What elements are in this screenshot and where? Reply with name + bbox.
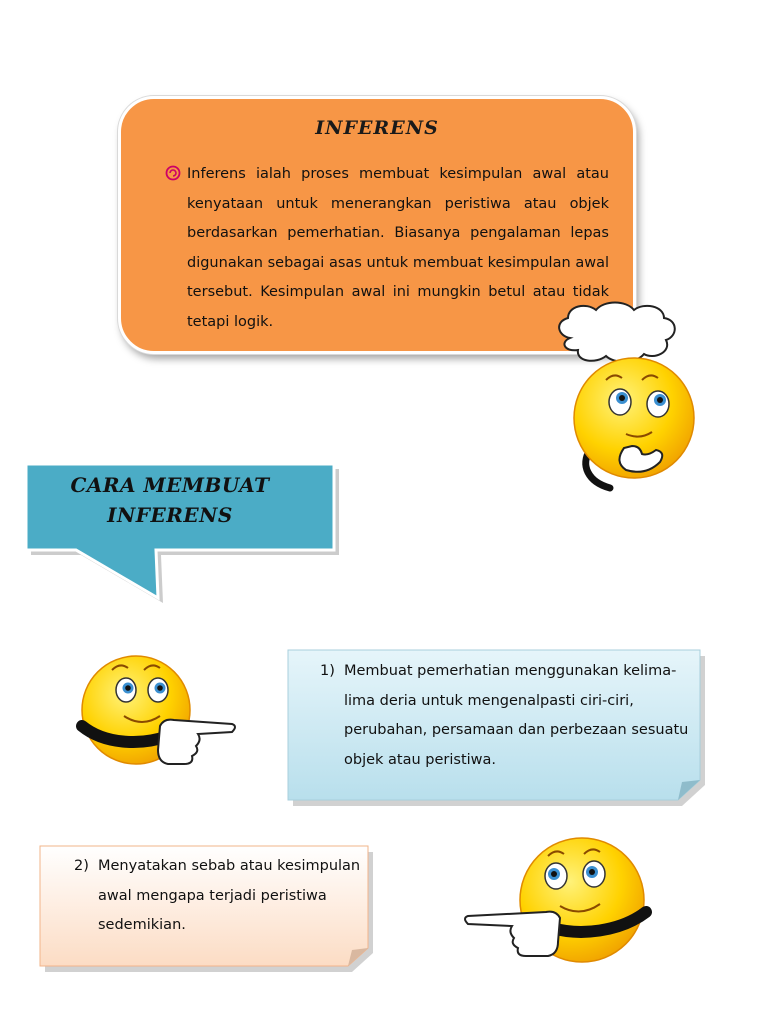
heading-callout	[40, 470, 300, 530]
step1-item	[320, 657, 700, 775]
heading-line1: CARA MEMBUAT	[70, 473, 270, 497]
pointing-left-smiley-icon	[460, 832, 660, 968]
step2-text: Menyatakan sebab atau kesimpulan awal mengapa terjadi peristiwa sedemikian.	[98, 858, 361, 933]
step1-text: Membuat pemerhatian menggunakan kelima-lima deria untuk mengenalpasti ciri-ciri, perubahan, persamaan dan perbezaan sesuatu objek atau peristiwa.	[344, 663, 689, 768]
step1-number: 1)	[320, 663, 335, 679]
heading-line2: INFERENS	[107, 503, 233, 527]
step2-item	[74, 852, 364, 941]
definition-text: Inferens ialah proses membuat kesimpulan awal atau kenyataan untuk menerangkan peristiwa atau objek berdasarkan pemerhatian. Biasanya pengalaman lepas digunakan sebagai asas untuk membuat kesimpulan awal tersebut. Kesimpulan awal ini mungkin betul atau tidak tetapi logik.	[187, 166, 609, 330]
spiral-bullet-icon	[165, 165, 181, 181]
thinking-smiley-icon	[540, 300, 710, 500]
pointing-right-smiley-icon	[74, 652, 244, 774]
step2-number: 2)	[74, 858, 89, 874]
definition-title: INFERENS	[315, 117, 439, 139]
